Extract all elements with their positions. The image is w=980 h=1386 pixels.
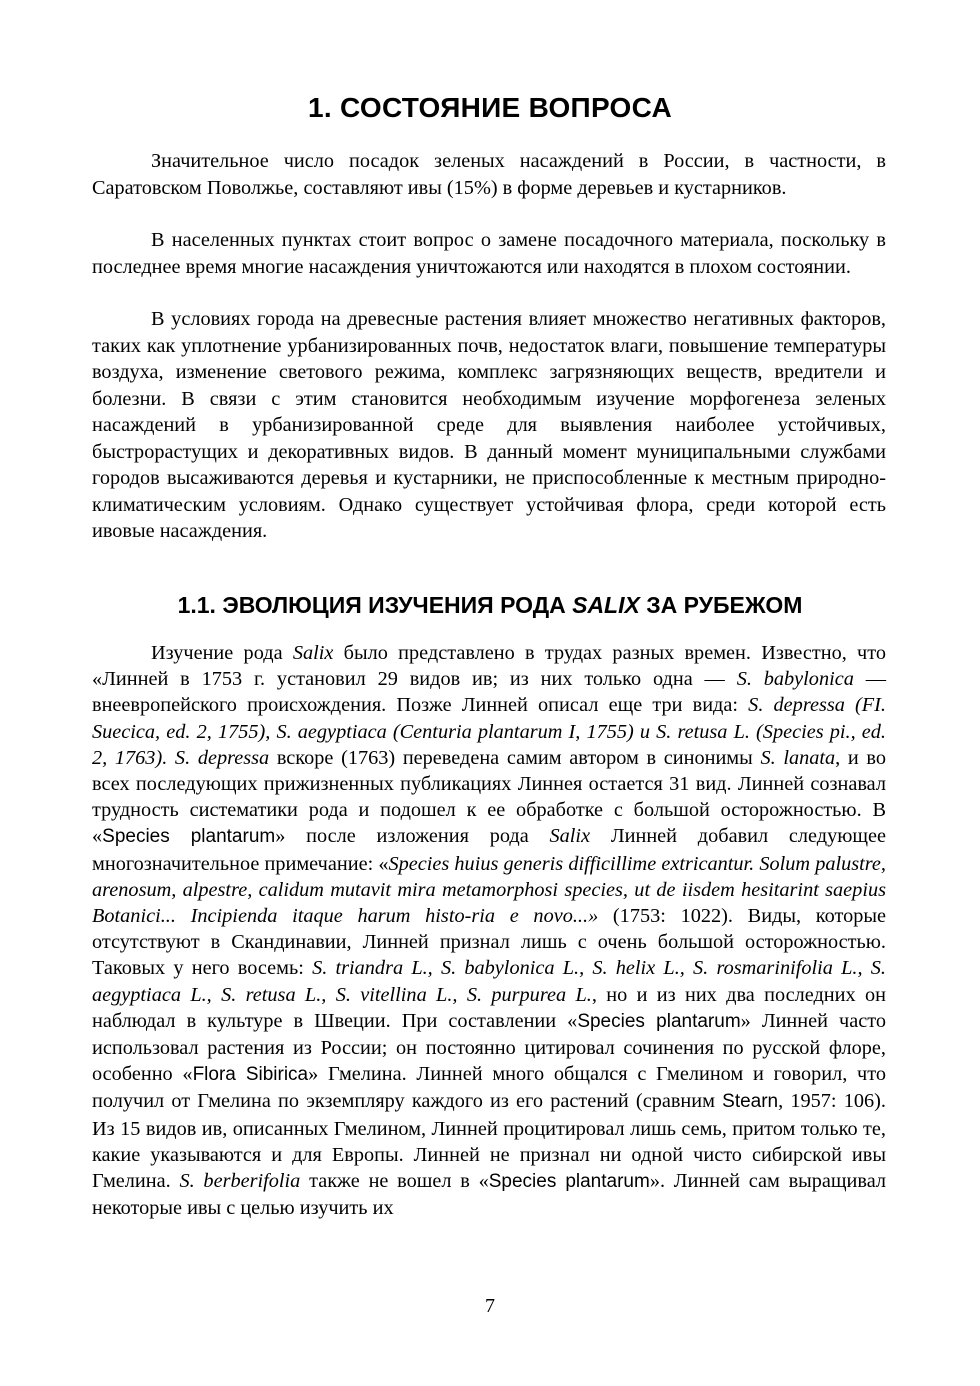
italic-run: S. depressa (FI. Suecica, ed. 2, 1755), S. aegyptiaca (Centuria plantarum I, 1755) и S. retusa L. (Species pi., ed. 2, 1763). S. depressa bbox=[92, 694, 887, 769]
italic-run: Salix bbox=[292, 642, 334, 664]
sans-run: Flora Sibirica bbox=[192, 1064, 309, 1086]
paragraph-1: Значительное число посадок зеленых насаждений в России, в частности, в Саратовском Поволжье, составляют ивы (15%) в форме деревьев и кустарников. bbox=[92, 150, 886, 199]
italic-run: S. berberifolia bbox=[179, 1170, 301, 1193]
text-run: » Линней часто использовал растения из России; он постоянно цитировал сочинения по русской флоре, особенно « bbox=[92, 1009, 886, 1086]
text-run: , и во всех последующих прижизненных публикациях Линнея остается 31 вид. Линней сознавал трудность систематики рода и подошел к ее обработке с большой осторожностью. В « bbox=[92, 746, 886, 848]
text-run: вскоре (1763) переведена самим автором в синонимы bbox=[269, 746, 761, 769]
paragraph-3: В условиях города на древесные растения влияет множество негативных факторов, таких как уплотнение урбанизированных почв, недостаток влаги, повышение температуры воздуха, изменение светового режима, комплекс загрязняющих веществ, вредители и болезни. В связи с этим становится необходимым изучение морфогенеза зеленых насаждений в урбанизированной среде для выявления наиболее устойчивых, быстрорастущих и декоративных видов. В данный момент муниципальными службами городов высаживаются деревья и кустарники, не приспособленные к местным природно-климатическим условиям. Однако существует устойчивая флора, среди которой есть ивовые насаждения. bbox=[92, 308, 886, 542]
text-run: , 1957: 106). Из 15 видов ив, описанных Гмелином, Линней процитировал лишь семь, притом только те, какие указываются и для Европы. Линней не признал ни одной чисто сибирской ивы Гмелина. bbox=[92, 1090, 886, 1193]
text-run: , но и из них два последних он наблюдал в культуре в Швеции. При составлении « bbox=[92, 983, 886, 1032]
sans-run: Species plantarum bbox=[488, 1171, 650, 1193]
text-run: (1753: 1022). Виды, которые отсутствуют в Скандинавии, Линней признал лишь с очень большой осторожностью. Таковых у него восемь: bbox=[92, 905, 886, 980]
paragraph-2: В населенных пунктах стоит вопрос о замене посадочного материала, поскольку в последнее время многие насаждения уничтожаются или находятся в плохом состоянии. bbox=[92, 229, 886, 278]
text-run: ». Линней сам выращивал некоторые ивы с целью изучить их bbox=[92, 1170, 886, 1220]
italic-run: Species huius generis difficillime extricantur. Solum palustre, arenosum, alpestre, calidum mutavit mira metamorphosi species, ut de iisdem hesitarint saepius Botanici... Incipienda itaque harum histo-ria e novo...» bbox=[92, 852, 886, 928]
text-run: Линней добавил следующее многозначительное примечание: « bbox=[92, 825, 886, 875]
sans-run: Species plantarum bbox=[102, 826, 276, 848]
text-run: Изучение рода bbox=[151, 642, 293, 664]
text-run: также не вошел в « bbox=[300, 1170, 489, 1193]
italic-run: S. triandra L., S. babylonica L., S. helix L., S. rosmarinifolia L., S. aegyptiaca L., S. retusa L., S. vitellina L., S. purpurea L. bbox=[92, 957, 886, 1006]
subsection-heading bbox=[0, 588, 980, 622]
sans-run: Species plantarum bbox=[577, 1010, 741, 1032]
text-run: — внеевропейского происхождения. Позже Линней описал еще три вида: bbox=[92, 668, 887, 717]
text-run: » после изложения рода bbox=[275, 825, 550, 848]
subsection-heading-prefix: 1.1. ЭВОЛЮЦИЯ ИЗУЧЕНИЯ РОДА bbox=[177, 592, 573, 618]
page-number: 7 bbox=[485, 1295, 495, 1317]
paragraph-4 bbox=[92, 640, 886, 1221]
italic-run: S. lanata bbox=[760, 746, 836, 769]
section-heading: 1. СОСТОЯНИЕ ВОПРОСА bbox=[308, 92, 672, 123]
sans-run: Stearn bbox=[722, 1091, 779, 1113]
italic-run: S. babylonica bbox=[736, 668, 854, 691]
italic-run: Salix bbox=[549, 825, 591, 848]
text-run: » Гмелина. Линней много общался с Гмелином и говорил, что получил от Гмелина по экземпляру каждого из его растений (сравним bbox=[92, 1063, 886, 1113]
text-run: было представлено в трудах разных времен. Известно, что «Линней в 1753 г. установил 29 видов ив; из них только одна — bbox=[92, 642, 886, 691]
subsection-heading-suffix: ЗА РУБЕЖОМ bbox=[639, 592, 803, 618]
subsection-heading-genus: SALIX bbox=[572, 592, 640, 618]
